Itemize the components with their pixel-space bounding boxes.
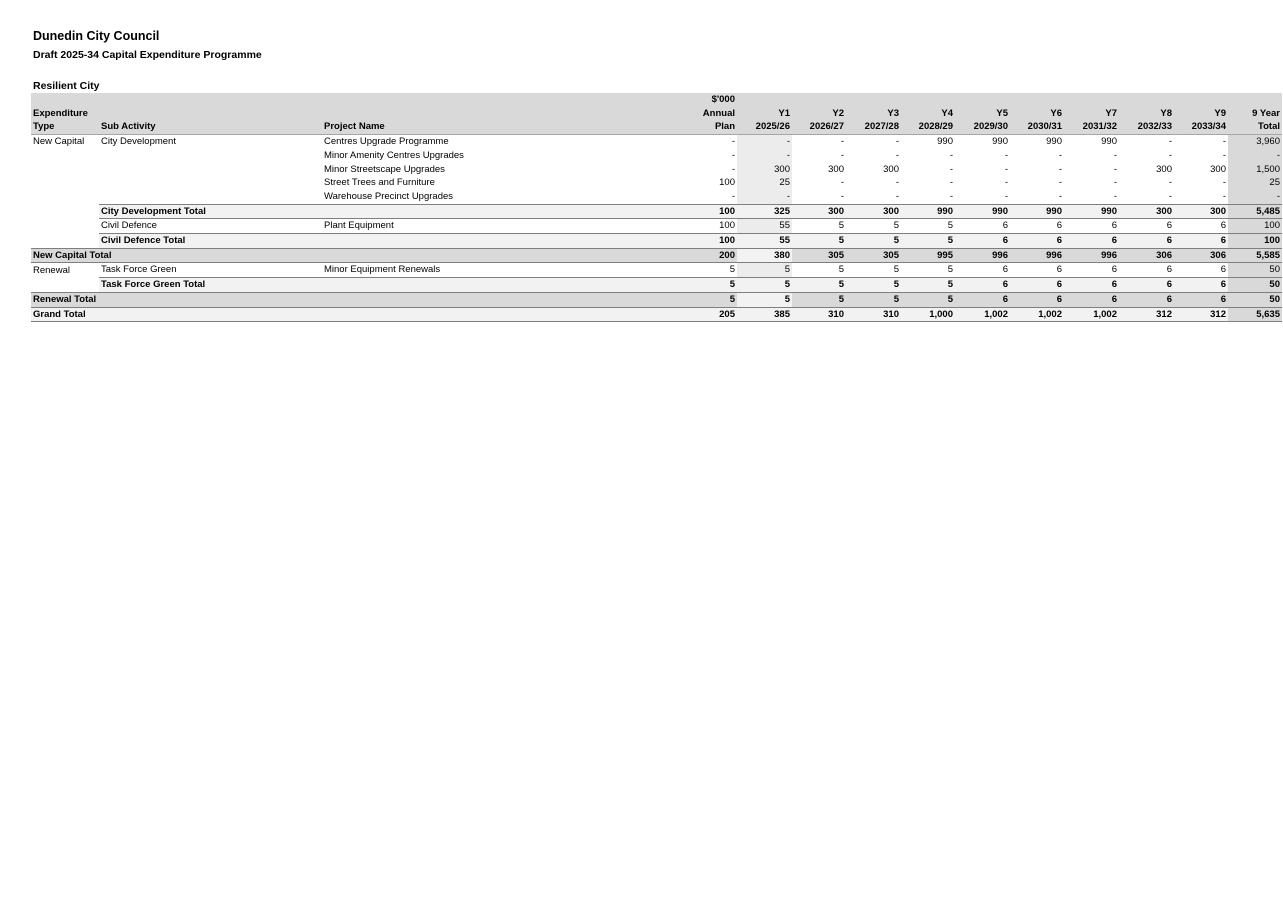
y5-cell: 6 — [1002, 264, 1008, 276]
y8-cell: 6 — [1119, 278, 1174, 293]
y5-cell: 1,002 — [955, 307, 1010, 322]
y3-cell: 300 — [846, 204, 901, 219]
header-blank — [322, 93, 671, 107]
column-header-y3: Y3 — [846, 107, 901, 121]
expenditure-type-cell: New Capital — [33, 136, 85, 148]
y7-cell: 6 — [1111, 220, 1117, 232]
y2-cell: - — [840, 136, 844, 148]
table-row — [31, 135, 1282, 149]
y2-cell: 5 — [838, 264, 844, 276]
header-blank — [901, 93, 955, 107]
column-header-y2-period: 2026/27 — [792, 120, 846, 134]
y2-cell: 5 — [838, 220, 844, 232]
annual-plan-cell: 200 — [671, 248, 737, 263]
y6-cell: - — [1058, 163, 1062, 175]
y7-cell: 6 — [1111, 264, 1117, 276]
y9-cell: - — [1222, 149, 1226, 161]
header-blank — [737, 93, 792, 107]
nine-year-total-cell: 5,585 — [1228, 248, 1282, 263]
column-header-y6-period: 2030/31 — [1010, 120, 1064, 134]
y8-cell: 300 — [1156, 163, 1172, 175]
subtotal-row — [31, 278, 1282, 293]
y6-cell: 6 — [1056, 220, 1062, 232]
y1-cell: 5 — [737, 292, 792, 307]
subtotal-row — [31, 234, 1282, 249]
project-name-cell: Plant Equipment — [324, 220, 394, 232]
y3-cell: - — [895, 190, 899, 202]
y9-cell: 6 — [1174, 234, 1228, 249]
y3-cell: 5 — [846, 234, 901, 249]
group-total-row — [31, 248, 1282, 263]
nine-year-total-cell: 25 — [1228, 176, 1282, 190]
column-header-expenditure: Expenditure — [31, 107, 99, 121]
y1-cell: 300 — [737, 163, 792, 177]
expenditure-type-cell — [31, 190, 99, 204]
y2-cell: 310 — [792, 307, 846, 322]
column-header-plan: Plan — [671, 120, 737, 134]
table-row — [31, 219, 1282, 234]
y6-cell: - — [1058, 177, 1062, 189]
header-blank — [322, 107, 671, 121]
y5-cell: - — [1004, 163, 1008, 175]
column-header-y5: Y5 — [955, 107, 1010, 121]
y8-cell: - — [1168, 149, 1172, 161]
y1-cell: - — [737, 135, 792, 149]
column-header-y7-period: 2031/32 — [1064, 120, 1119, 134]
y5-cell: 996 — [955, 248, 1010, 263]
y5-cell: 6 — [955, 234, 1010, 249]
header-blank — [792, 93, 846, 107]
y8-cell: 300 — [1119, 204, 1174, 219]
column-header-y8: Y8 — [1119, 107, 1174, 121]
y3-cell: 5 — [846, 292, 901, 307]
header-blank — [1010, 93, 1064, 107]
y3-cell: 5 — [846, 278, 901, 293]
subtotal-row — [31, 204, 1282, 219]
annual-plan-cell: - — [731, 149, 735, 161]
y3-cell: - — [895, 177, 899, 189]
y6-cell: 1,002 — [1010, 307, 1064, 322]
header-blank — [1228, 93, 1282, 107]
y9-cell: - — [1222, 136, 1226, 148]
y8-cell: - — [1168, 177, 1172, 189]
expenditure-type-cell — [31, 163, 99, 177]
y7-cell: 990 — [1064, 204, 1119, 219]
y3-cell: 300 — [883, 163, 899, 175]
y7-cell: - — [1113, 190, 1117, 202]
nine-year-total-cell: - — [1228, 149, 1282, 163]
y4-cell: - — [949, 190, 953, 202]
sub-activity-cell — [99, 149, 322, 163]
y2-cell: 300 — [792, 204, 846, 219]
subtotal-spacer — [31, 234, 99, 249]
header-blank — [1174, 93, 1228, 107]
y4-cell: 1,000 — [901, 307, 955, 322]
nine-year-total-cell: 50 — [1228, 278, 1282, 293]
project-name-cell: Warehouse Precinct Upgrades — [324, 190, 454, 202]
table-row — [31, 163, 1282, 177]
nine-year-total-cell: 50 — [1228, 263, 1282, 278]
capex-table — [31, 93, 1282, 322]
units-label: $'000 — [671, 93, 737, 107]
header-row-units — [31, 93, 1282, 107]
subtotal-label: Civil Defence Total — [99, 234, 322, 249]
annual-plan-cell: - — [731, 190, 735, 202]
project-name-cell: Minor Streetscape Upgrades — [324, 163, 445, 175]
header-blank — [99, 93, 322, 107]
header-row-names — [31, 120, 1282, 134]
y9-cell: 6 — [1174, 292, 1228, 307]
annual-plan-cell: - — [731, 163, 735, 175]
y6-cell: 6 — [1056, 264, 1062, 276]
y5-cell: 990 — [992, 136, 1008, 148]
y4-cell: 5 — [947, 220, 953, 232]
nine-year-total-cell: 100 — [1228, 219, 1282, 234]
y9-cell: 6 — [1220, 220, 1226, 232]
project-name-cell: Centres Upgrade Programme — [324, 136, 449, 148]
y4-cell: 995 — [901, 248, 955, 263]
y8-cell: 6 — [1166, 264, 1172, 276]
grand-total-label: Grand Total — [31, 307, 671, 322]
column-header-y7: Y7 — [1064, 107, 1119, 121]
column-header-project-name: Project Name — [322, 120, 671, 134]
column-header-sub-activity: Sub Activity — [99, 120, 322, 134]
y1-cell: - — [737, 149, 792, 163]
y7-cell: - — [1113, 163, 1117, 175]
y4-cell: - — [949, 177, 953, 189]
y7-cell: 1,002 — [1064, 307, 1119, 322]
sub-activity-cell: City Development — [101, 136, 176, 148]
y4-cell: - — [949, 163, 953, 175]
y2-cell: - — [840, 190, 844, 202]
y9-cell: - — [1222, 190, 1226, 202]
y8-cell: 6 — [1119, 234, 1174, 249]
subtotal-spacer — [31, 204, 99, 219]
table-header — [31, 93, 1282, 135]
y3-cell: - — [895, 149, 899, 161]
group-total-label: New Capital Total — [31, 248, 671, 263]
sub-activity-cell — [99, 190, 322, 204]
y4-cell: 5 — [901, 292, 955, 307]
y5-cell: 6 — [1002, 220, 1008, 232]
y6-cell: 6 — [1010, 278, 1064, 293]
nine-year-total-cell: 50 — [1228, 292, 1282, 307]
subtotal-blank — [322, 204, 671, 219]
y2-cell: - — [840, 177, 844, 189]
annual-plan-cell: - — [731, 136, 735, 148]
subtotal-label: Task Force Green Total — [99, 278, 322, 293]
column-header-y8-period: 2032/33 — [1119, 120, 1174, 134]
y1-cell: 5 — [737, 278, 792, 293]
organisation-title: Dunedin City Council — [33, 29, 160, 43]
column-header-annual: Annual — [671, 107, 737, 121]
y1-cell: 5 — [737, 263, 792, 278]
table-row — [31, 149, 1282, 163]
y9-cell: 300 — [1210, 163, 1226, 175]
nine-year-total-cell: 5,635 — [1228, 307, 1282, 322]
nine-year-total-cell: 1,500 — [1228, 163, 1282, 177]
subtotal-blank — [322, 278, 671, 293]
header-blank — [1064, 93, 1119, 107]
annual-plan-cell: 5 — [671, 292, 737, 307]
y7-cell: - — [1113, 177, 1117, 189]
subtotal-label: City Development Total — [99, 204, 322, 219]
header-blank — [99, 107, 322, 121]
y9-cell: 6 — [1174, 278, 1228, 293]
nine-year-total-cell: 5,485 — [1228, 204, 1282, 219]
column-header-y1-period: 2025/26 — [737, 120, 792, 134]
y7-cell: 990 — [1101, 136, 1117, 148]
y5-cell: - — [1004, 177, 1008, 189]
column-header-y2: Y2 — [792, 107, 846, 121]
y3-cell: 5 — [893, 220, 899, 232]
y8-cell: 312 — [1119, 307, 1174, 322]
column-header-y9-period: 2033/34 — [1174, 120, 1228, 134]
y4-cell: 5 — [901, 234, 955, 249]
header-blank — [955, 93, 1010, 107]
annual-plan-cell: 5 — [729, 264, 735, 276]
y9-cell: 306 — [1174, 248, 1228, 263]
annual-plan-cell: 205 — [671, 307, 737, 322]
y6-cell: 990 — [1010, 204, 1064, 219]
y8-cell: 6 — [1119, 292, 1174, 307]
y8-cell: - — [1168, 136, 1172, 148]
y9-cell: 300 — [1174, 204, 1228, 219]
y2-cell: 5 — [792, 234, 846, 249]
group-total-row — [31, 292, 1282, 307]
column-header-total: Total — [1228, 120, 1282, 134]
y1-cell: 385 — [737, 307, 792, 322]
y5-cell: 6 — [955, 278, 1010, 293]
header-blank — [846, 93, 901, 107]
expenditure-type-cell — [31, 219, 99, 234]
y9-cell: 6 — [1220, 264, 1226, 276]
y9-cell: - — [1222, 177, 1226, 189]
y5-cell: - — [1004, 190, 1008, 202]
y7-cell: 6 — [1064, 292, 1119, 307]
nine-year-total-cell: 100 — [1228, 234, 1282, 249]
y3-cell: 305 — [846, 248, 901, 263]
section-title: Resilient City — [33, 80, 100, 92]
y1-cell: 325 — [737, 204, 792, 219]
header-blank — [1119, 93, 1174, 107]
y6-cell: - — [1058, 149, 1062, 161]
column-header-y4: Y4 — [901, 107, 955, 121]
y3-cell: - — [895, 136, 899, 148]
y2-cell: 300 — [828, 163, 844, 175]
annual-plan-cell: 100 — [671, 234, 737, 249]
project-name-cell: Street Trees and Furniture — [324, 177, 435, 189]
expenditure-type-cell — [31, 149, 99, 163]
nine-year-total-cell: 3,960 — [1228, 135, 1282, 149]
y5-cell: 6 — [955, 292, 1010, 307]
y5-cell: - — [1004, 149, 1008, 161]
y4-cell: 990 — [937, 136, 953, 148]
header-blank — [31, 93, 99, 107]
document-title: Draft 2025-34 Capital Expenditure Programme — [33, 49, 262, 61]
table-row — [31, 190, 1282, 204]
column-header-y4-period: 2028/29 — [901, 120, 955, 134]
y6-cell: 6 — [1010, 234, 1064, 249]
column-header-y6: Y6 — [1010, 107, 1064, 121]
sub-activity-cell — [99, 163, 322, 177]
column-header-y1: Y1 — [737, 107, 792, 121]
y7-cell: - — [1113, 149, 1117, 161]
y2-cell: 305 — [792, 248, 846, 263]
y2-cell: 5 — [792, 278, 846, 293]
column-header-y9: Y9 — [1174, 107, 1228, 121]
table-row — [31, 176, 1282, 190]
y1-cell: 55 — [737, 234, 792, 249]
expenditure-type-cell — [31, 176, 99, 190]
expenditure-type-cell: Renewal — [33, 264, 70, 276]
annual-plan-cell: 100 — [719, 177, 735, 189]
y7-cell: 996 — [1064, 248, 1119, 263]
y7-cell: 6 — [1064, 278, 1119, 293]
y3-cell: 310 — [846, 307, 901, 322]
grand-total-row — [31, 307, 1282, 322]
header-row-labels — [31, 107, 1282, 121]
table-body — [31, 135, 1282, 322]
y3-cell: 5 — [893, 264, 899, 276]
y7-cell: 6 — [1064, 234, 1119, 249]
y6-cell: 990 — [1046, 136, 1062, 148]
sub-activity-cell: Civil Defence — [101, 220, 157, 232]
y2-cell: 5 — [792, 292, 846, 307]
sub-activity-cell — [99, 176, 322, 190]
y6-cell: 6 — [1010, 292, 1064, 307]
project-name-cell: Minor Equipment Renewals — [324, 264, 441, 276]
annual-plan-cell: 100 — [671, 204, 737, 219]
column-header-y5-period: 2029/30 — [955, 120, 1010, 134]
column-header-type: Type — [31, 120, 99, 134]
subtotal-blank — [322, 234, 671, 249]
y8-cell: 6 — [1166, 220, 1172, 232]
y6-cell: 996 — [1010, 248, 1064, 263]
sub-activity-cell: Task Force Green — [101, 264, 177, 276]
y1-cell: 25 — [737, 176, 792, 190]
nine-year-total-cell: - — [1228, 190, 1282, 204]
project-name-cell: Minor Amenity Centres Upgrades — [324, 149, 464, 161]
annual-plan-cell: 100 — [719, 220, 735, 232]
group-total-label: Renewal Total — [31, 292, 671, 307]
y2-cell: - — [840, 149, 844, 161]
y1-cell: 55 — [737, 219, 792, 234]
y8-cell: 306 — [1119, 248, 1174, 263]
annual-plan-cell: 5 — [671, 278, 737, 293]
column-header-9year: 9 Year — [1228, 107, 1282, 121]
y8-cell: - — [1168, 190, 1172, 202]
y4-cell: 5 — [901, 278, 955, 293]
y4-cell: - — [949, 149, 953, 161]
y5-cell: 990 — [955, 204, 1010, 219]
y4-cell: 990 — [901, 204, 955, 219]
y4-cell: 5 — [947, 264, 953, 276]
column-header-y3-period: 2027/28 — [846, 120, 901, 134]
table-row — [31, 263, 1282, 278]
y1-cell: - — [737, 190, 792, 204]
y9-cell: 312 — [1174, 307, 1228, 322]
y6-cell: - — [1058, 190, 1062, 202]
y1-cell: 380 — [737, 248, 792, 263]
subtotal-spacer — [31, 278, 99, 293]
